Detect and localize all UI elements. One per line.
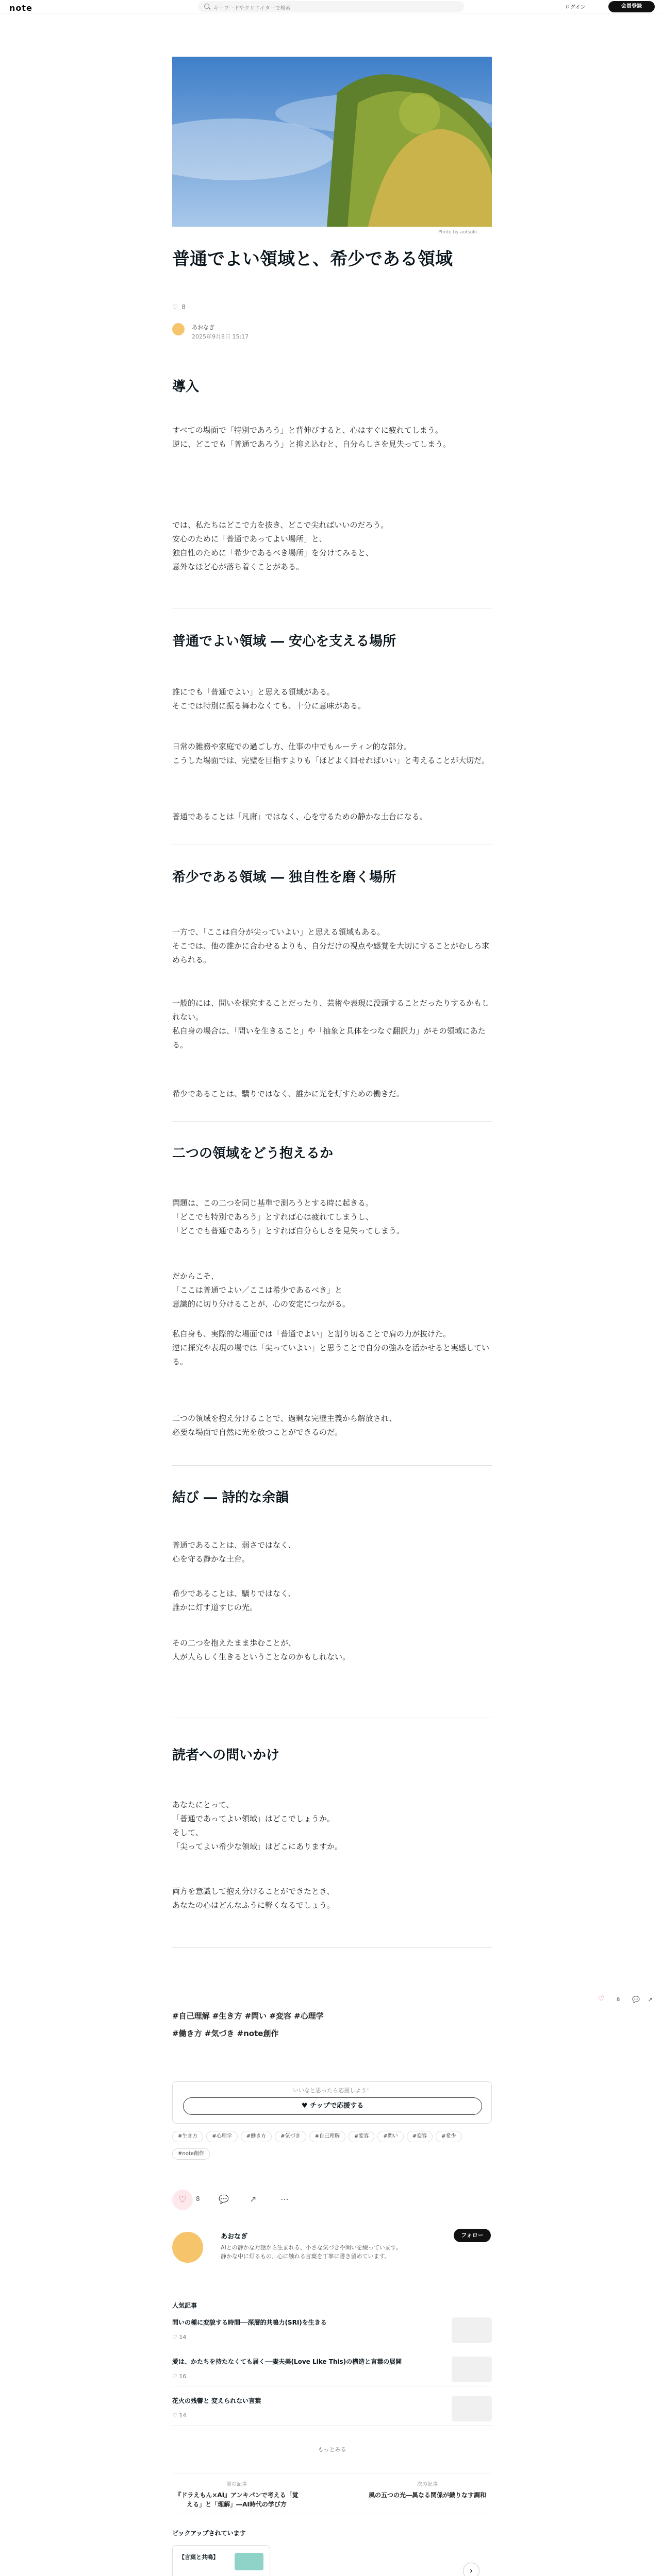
divider bbox=[172, 1465, 492, 1466]
thumbnail bbox=[452, 2317, 492, 2343]
list-item[interactable]: 愛は、かたちを持たなくても届く──妻夫美(Love Like This)の構造と言葉の展開 ♡ 16 bbox=[172, 2354, 492, 2386]
search-input[interactable]: キーワードやクリエイターで検索 bbox=[198, 1, 464, 12]
tag-chip[interactable]: #note創作 bbox=[172, 2148, 210, 2160]
tag-chip[interactable]: #生き方 bbox=[172, 2131, 203, 2142]
side-share-icon[interactable]: ↗ bbox=[648, 1996, 653, 2003]
next-article[interactable]: 次の記事 風の五つの光―異なる関係が織りなす調和 bbox=[368, 2482, 486, 2499]
tag-chip[interactable]: #変容 bbox=[349, 2131, 374, 2142]
top-nav bbox=[0, 0, 662, 13]
profile-bio: AIとの静かな対話から生まれる、小さな気づきや問いを綴っています。 静かな中に灯るもの、心に触れる言葉を丁寧に書き留めています。 bbox=[221, 2244, 402, 2260]
title-like[interactable]: ♡ 8 bbox=[172, 303, 186, 311]
signup-button[interactable]: 会員登録 bbox=[608, 1, 655, 12]
heart-outline-icon: ♡ bbox=[172, 2373, 179, 2380]
hashtag-list[interactable]: #自己理解 #生き方 #問い #変容 #心理学 #働き方 #気づき #note創作 bbox=[172, 2011, 324, 2038]
hero-image bbox=[172, 57, 492, 227]
note-logo[interactable]: note bbox=[9, 3, 32, 13]
paragraph: あなたにとって、 「普通であってよい領域」はどこでしょうか。 そして、 「尖ってよい希少な領域」はどこにありますか。 bbox=[172, 1800, 343, 1851]
tag-chip[interactable]: #自己理解 bbox=[309, 2131, 345, 2142]
like-button[interactable] bbox=[172, 2190, 193, 2210]
paragraph: 普通であることは、弱さではなく、 心を守る静かな土台。 bbox=[172, 1540, 296, 1564]
action-bar bbox=[172, 2190, 327, 2210]
profile-name[interactable]: あおなぎ bbox=[221, 2233, 248, 2241]
paragraph: すべての場面で「特別であろう」と背伸びすると、心はすぐに疲れてしまう。 逆に、どこでも「普通であろう」と抑え込むと、自分らしさを見失ってしまう。 bbox=[172, 426, 451, 449]
thumbnail bbox=[452, 2357, 492, 2382]
paragraph: 希少であることは、驕りではなく、誰かに光を灯すための働きだ。 bbox=[172, 1089, 404, 1098]
tag-chip[interactable]: #問い bbox=[377, 2131, 403, 2142]
section-heading: 二つの領域をどう抱えるか bbox=[172, 1146, 334, 1161]
article-title: 普通でよい領域と、希少である領域 bbox=[172, 249, 453, 269]
side-comment-icon[interactable]: 💬 bbox=[632, 1996, 640, 2003]
comment-icon[interactable]: 💬 bbox=[219, 2194, 229, 2204]
thumbnail bbox=[452, 2396, 492, 2421]
tag-chip[interactable]: #変容 bbox=[407, 2131, 433, 2142]
popular-heading: 人気記事 bbox=[172, 2302, 197, 2309]
divider bbox=[172, 1121, 492, 1122]
side-like-count: 8 bbox=[617, 1997, 620, 2003]
tag-chips bbox=[172, 2130, 492, 2165]
prev-article[interactable]: 前の記事 『ドラえもん×AI』アンキパンで考える「覚える」と「理解」―AI時代の学び方 bbox=[175, 2482, 299, 2508]
section-heading: 結び ― 詩的な余韻 bbox=[172, 1490, 289, 1505]
paragraph: 問題は、この二つを同じ基準で測ろうとする時に起きる。 「どこでも特別であろう」とすれば心は疲れてしまうし、 「どこでも普通であろう」とすれば自分らしさを見失ってしまう。 bbox=[172, 1198, 405, 1235]
publish-date: 2025年9月8日 15:17 bbox=[192, 333, 249, 340]
more-icon[interactable]: ⋯ bbox=[280, 2194, 289, 2204]
paragraph: その二つを抱えたまま歩むことが、 人が人らしく生きるということなのかもしれない。 bbox=[172, 1638, 351, 1662]
avatar[interactable] bbox=[172, 323, 185, 335]
tip-label: いいなと思ったら応援しよう！ bbox=[293, 2087, 372, 2094]
paragraph: 二つの領域を抱え分けることで、過剰な完璧主義から解放され、 必要な場面で自然に光を放つことができるのだ。 bbox=[172, 1414, 397, 1437]
search-icon bbox=[204, 4, 209, 9]
more-link[interactable]: もっとみる bbox=[318, 2446, 346, 2453]
pickup-card[interactable]: 【言葉と共鳴】 bbox=[172, 2545, 270, 2576]
list-item[interactable]: 問いの種に変貌する時間──深層的共鳴力(SRI)を生きる ♡ 14 bbox=[172, 2315, 492, 2347]
pickup-heading: ピックアップされています bbox=[172, 2530, 246, 2537]
paragraph: 日常の雑務や家庭での過ごし方、仕事の中でもルーティン的な部分。 こうした場面では、完璧を目指すよりも「ほどよく回せればいい」と考えることが大切だ。 bbox=[172, 742, 490, 765]
paragraph: 希少であることは、驕りではなく、 誰かに灯す道すじの光。 bbox=[172, 1589, 296, 1612]
heart-outline-icon: ♡ bbox=[172, 303, 178, 311]
tag-chip[interactable]: #心理学 bbox=[206, 2131, 237, 2142]
author-name[interactable]: あおなぎ bbox=[192, 324, 214, 331]
paragraph: 一方で、「ここは自分が尖っていよい」と思える領域もある。 そこでは、他の誰かに合わせるよりも、自分だけの視点や感覚を大切にすることがむしろ求められる。 bbox=[172, 927, 490, 964]
thumbnail bbox=[235, 2553, 263, 2570]
side-like-icon[interactable]: ♡ bbox=[598, 1995, 605, 2003]
divider bbox=[172, 1947, 492, 1948]
like-count: 8 bbox=[196, 2195, 200, 2202]
paragraph: だからこそ、 「ここは普通でよい／ここは希少であるべき」と 意識的に切り分けることが、心の安定につながる。 bbox=[172, 1272, 350, 1309]
article-pager bbox=[172, 2473, 492, 2514]
tip-box bbox=[172, 2081, 492, 2124]
tag-chip[interactable]: #希少 bbox=[436, 2131, 461, 2142]
tag-chip[interactable]: #気づき bbox=[275, 2131, 306, 2142]
paragraph: 一般的には、問いを探究することだったり、芸術や表現に没頭することだったりするかもしれない。 私自身の場合は、「問いを生きること」や「抽象と具体をつなぐ翻訳力」がその領域にあたる。 bbox=[172, 998, 490, 1049]
paragraph: 両方を意識して抱え分けることができたとき、 あなたの心はどんなふうに軽くなるでしょう。 bbox=[172, 1887, 335, 1910]
heart-outline-icon: ♡ bbox=[172, 2334, 179, 2341]
heart-icon: ♡ bbox=[178, 2194, 187, 2205]
heart-outline-icon: ♡ bbox=[172, 2412, 179, 2419]
section-heading: 読者への問いかけ bbox=[172, 1748, 280, 1763]
paragraph: 誰にでも「普通でよい」と思える領域がある。 そこでは特別に振る舞わなくても、十分に意味がある。 bbox=[172, 687, 366, 710]
profile-avatar[interactable] bbox=[172, 2232, 203, 2263]
paragraph: 私自身も、実際的な場面では「普通でよい」と割り切ることで肩の力が抜けた。 逆に探究や表現の場では「尖っていよい」と思うことで自分の強みを活かせると実感している。 bbox=[172, 1329, 490, 1366]
tip-button[interactable]: ♥ チップで応援する bbox=[183, 2097, 482, 2115]
paragraph: では、私たちはどこで力を抜き、どこで尖ればいいのだろう。 安心のために「普通であってよい場所」と、 独自性のために「希少であるべき場所」を分けてみると、 意外なほど心が落ち着くことがある。 bbox=[172, 520, 389, 571]
section-heading: 普通でよい領域 ― 安心を支える場所 bbox=[172, 634, 396, 649]
login-link[interactable]: ログイン bbox=[565, 5, 586, 10]
paragraph: 普通であることは「凡庸」ではなく、心を守るための静かな土台になる。 bbox=[172, 812, 427, 821]
tip-icon: ♥ bbox=[301, 2102, 310, 2110]
chevron-right-icon[interactable]: › bbox=[463, 2563, 479, 2576]
section-heading: 導入 bbox=[172, 379, 200, 395]
photo-credit: Photo by aotsuki bbox=[438, 230, 477, 235]
section-heading: 希少である領域 ― 独自性を磨く場所 bbox=[172, 870, 396, 885]
list-item[interactable]: 花火の残響と 変えられない言葉 ♡ 14 bbox=[172, 2394, 492, 2426]
tag-chip[interactable]: #働き方 bbox=[241, 2131, 272, 2142]
share-icon[interactable]: ↗ bbox=[250, 2194, 257, 2204]
follow-button[interactable]: フォロー bbox=[454, 2229, 491, 2242]
